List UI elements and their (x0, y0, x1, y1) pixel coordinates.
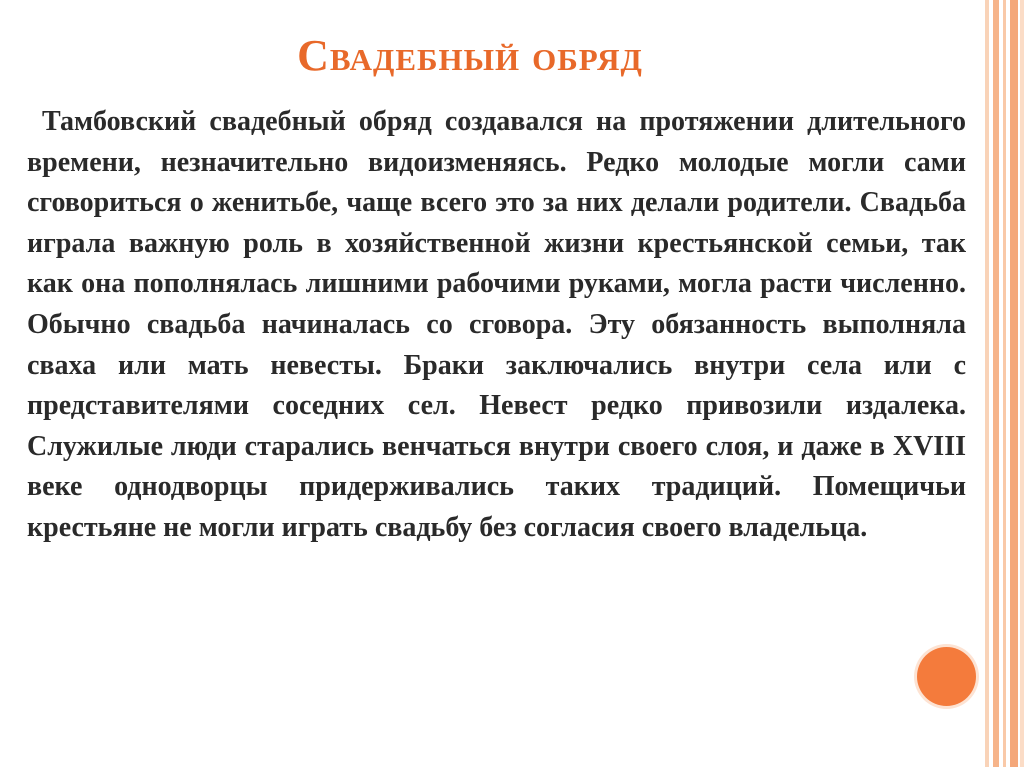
decorative-stripe (1003, 0, 1006, 767)
decorative-stripe (1020, 0, 1024, 767)
decorative-stripe (993, 0, 999, 767)
decorative-circle (917, 647, 976, 706)
decorative-stripe (985, 0, 989, 767)
decorative-stripe (1010, 0, 1018, 767)
slide-body-text: Тамбовский свадебный обряд создавался на протяжении длительного времени, незначительно видоизменяясь. Редко молодые могли сами сговориться о женитьбе, чаще всего это за них делали родители. Свадьба играла важную роль в хозяйственной жизни крестьянской семьи, так как она пополнялась лишними рабочими руками, могла расти численно. Обычно свадьба начиналась со сговора. Эту обязанность выполняла сваха или мать невесты. Браки заключались внутри села или с представителями соседних сел. Невест редко привозили издалека. Служилые люди старались венчаться внутри своего слоя, и даже в XVIII веке однодворцы придерживались таких традиций. Помещичьи крестьяне не могли играть свадьбу без согласия своего владельца. (27, 106, 966, 543)
slide-title: Свадебный обряд (297, 31, 643, 80)
